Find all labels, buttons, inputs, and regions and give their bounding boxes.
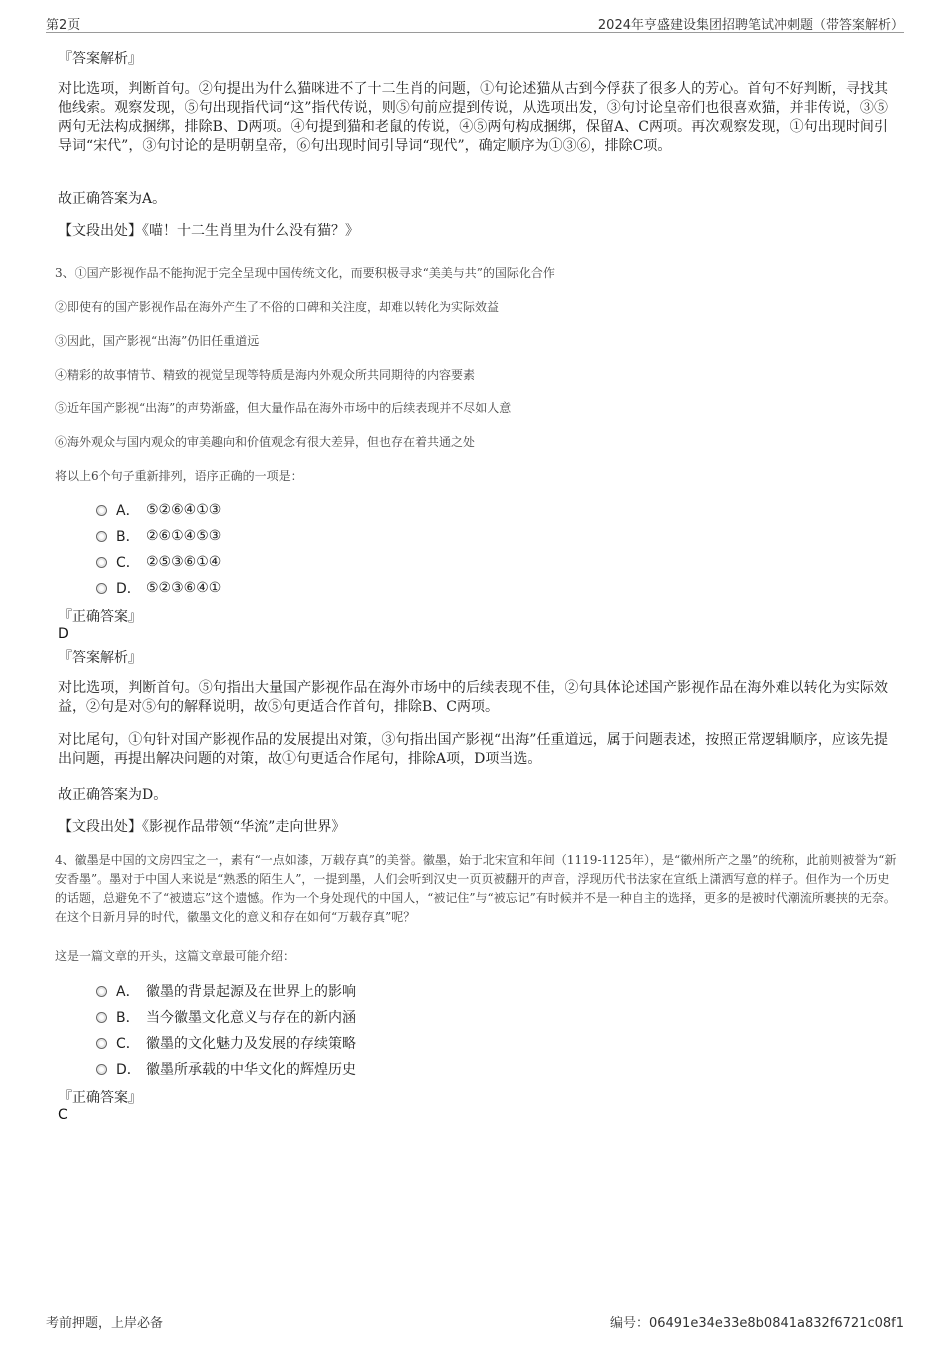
q3-sentence-2: ②即使有的国产影视作品在海外产生了不俗的口碑和关注度，却难以转化为实际效益 xyxy=(55,300,500,314)
option-text: ⑤②⑥④①③ xyxy=(146,502,222,518)
option-key: A． xyxy=(116,503,140,519)
option-text: ②⑤③⑥①④ xyxy=(146,554,222,570)
option-key: D． xyxy=(116,1062,141,1078)
q3-sentence-3: ③因此，国产影视“出海”仍旧任重道远 xyxy=(55,334,260,348)
q3-sentence-4: ④精彩的故事情节、精致的视觉呈现等特质是海内外观众所共同期待的内容要素 xyxy=(55,368,476,382)
option-text: 徽墨的文化魅力及发展的存续策略 xyxy=(146,1036,356,1052)
radio-icon[interactable] xyxy=(96,1038,107,1049)
radio-icon[interactable] xyxy=(96,1012,107,1023)
radio-icon[interactable] xyxy=(96,583,107,594)
page-header xyxy=(46,12,904,33)
document-title: 2024年亨盛建设集团招聘笔试冲刺题（带答案解析） xyxy=(597,18,904,33)
option-key: A． xyxy=(116,984,140,1000)
q3-prompt: 将以上6个句子重新排列，语序正确的一项是： xyxy=(55,469,303,483)
footer-slogan: 考前押题，上岸必备 xyxy=(46,1316,164,1331)
q4-option-b[interactable] xyxy=(96,1007,356,1027)
radio-icon[interactable] xyxy=(96,557,107,568)
option-text: 当今徽墨文化意义与存在的新内涵 xyxy=(146,1010,356,1026)
option-key: B． xyxy=(116,529,140,545)
q3-source-citation: 【文段出处】《影视作品带领“华流”走向世界》 xyxy=(58,819,346,835)
option-key: B． xyxy=(116,1010,140,1026)
option-key: C． xyxy=(116,1036,140,1052)
q3-conclusion: 故正确答案为D。 xyxy=(58,787,168,803)
q4-option-a[interactable] xyxy=(96,981,356,1001)
q4-option-d[interactable] xyxy=(96,1059,356,1079)
option-text: 徽墨的背景起源及在世界上的影响 xyxy=(146,984,356,1000)
q3-sentence-5: ⑤近年国产影视“出海”的声势渐盛，但大量作品在海外市场中的后续表现并不尽如人意 xyxy=(55,401,512,415)
analysis-label: 『答案解析』 xyxy=(58,51,142,67)
q4-option-c[interactable] xyxy=(96,1033,356,1053)
option-text: ⑤②③⑥④① xyxy=(146,580,222,596)
analysis-text: 对比选项，判断首句。②句提出为什么猫咪进不了十二生肖的问题，①句论述猫从古到今俘获了很多人的芳心。首句不好判断，寻找其他线索。观察发现，⑤句出现指代词“这”指代传说，则⑤句前应提到传说，从选项出发，③句讨论皇帝们也很喜欢猫，并非传说，③⑤两句无法构成捆绑，排除B、D两项。④句提到猫和老鼠的传说，④⑤两句构成捆绑，保留A、C两项。再次观察发现，①句出现时间引导词“宋代”，③句讨论的是明朝皇帝，⑥句出现时间引导词“现代”，确定顺序为①③⑥，排除C项。 xyxy=(58,81,888,154)
q3-analysis-label: 『答案解析』 xyxy=(58,650,142,666)
q4-answer: C xyxy=(58,1107,68,1123)
option-text: 徽墨所承载的中华文化的辉煌历史 xyxy=(146,1062,356,1078)
document-code: 编号：06491e34e33e8b0841a832f6721c08f1 xyxy=(609,1316,904,1331)
q4-prompt: 这是一篇文章的开头，这篇文章最可能介绍： xyxy=(55,949,296,963)
q3-option-b[interactable] xyxy=(96,526,221,546)
q4-passage: 4、徽墨是中国的文房四宝之一，素有“一点如漆，万载存真”的美誉。徽墨，始于北宋宣和年间（1119-1125年），是“徽州所产之墨”的统称，此前则被誉为“新安香墨”。墨对于中国人来说是“熟悉的陌生人”，一提到墨，人们会听到汉史一页页被翻开的声音，浮现历代书法家在宣纸上潇洒写意的样子。但作为一个历史的话题，总避免不了“被遗忘”这个遗憾。作为一个身处现代的中国人，“被记住”与“被忘记”有时候并不是一种自主的选择，更多的是被时代潮流所裹挟的无奈。在这个日新月异的时代，徽墨文化的意义和存在如何“万载存真”呢？ xyxy=(55,853,897,924)
q3-sentence-1: 3、①国产影视作品不能拘泥于完全呈现中国传统文化，而要积极寻求“美美与共”的国际化合作 xyxy=(55,266,555,280)
radio-icon[interactable] xyxy=(96,1064,107,1075)
option-key: C． xyxy=(116,555,140,571)
q3-analysis-p1: 对比选项，判断首句。⑤句指出大量国产影视作品在海外市场中的后续表现不佳，②句具体论述国产影视作品在海外难以转化为实际效益，②句是对⑤句的解释说明，故⑤句更适合作首句，排除B、C两项。 xyxy=(58,680,888,715)
q3-analysis-p2: 对比尾句，①句针对国产影视作品的发展提出对策，③句指出国产影视“出海”任重道远，属于问题表述，按照正常逻辑顺序，应该先提出问题，再提出解决问题的对策，故①句更适合作尾句，排除A项，D项当选。 xyxy=(58,732,888,767)
source-citation: 【文段出处】《喵！十二生肖里为什么没有猫？》 xyxy=(58,223,359,239)
radio-icon[interactable] xyxy=(96,531,107,542)
q4-answer-label: 『正确答案』 xyxy=(58,1090,142,1106)
q3-option-a[interactable] xyxy=(96,500,221,520)
q3-option-d[interactable] xyxy=(96,578,221,598)
page-footer xyxy=(46,1312,904,1332)
q3-answer: D xyxy=(58,626,69,642)
radio-icon[interactable] xyxy=(96,986,107,997)
q3-option-c[interactable] xyxy=(96,552,221,572)
radio-icon[interactable] xyxy=(96,505,107,516)
conclusion-text: 故正确答案为A。 xyxy=(58,191,167,207)
page-number: 第2页 xyxy=(46,18,81,33)
q3-sentence-6: ⑥海外观众与国内观众的审美趣向和价值观念有很大差异，但也存在着共通之处 xyxy=(55,435,476,449)
option-key: D． xyxy=(116,581,141,597)
option-text: ②⑥①④⑤③ xyxy=(146,528,222,544)
q3-answer-label: 『正确答案』 xyxy=(58,609,142,625)
